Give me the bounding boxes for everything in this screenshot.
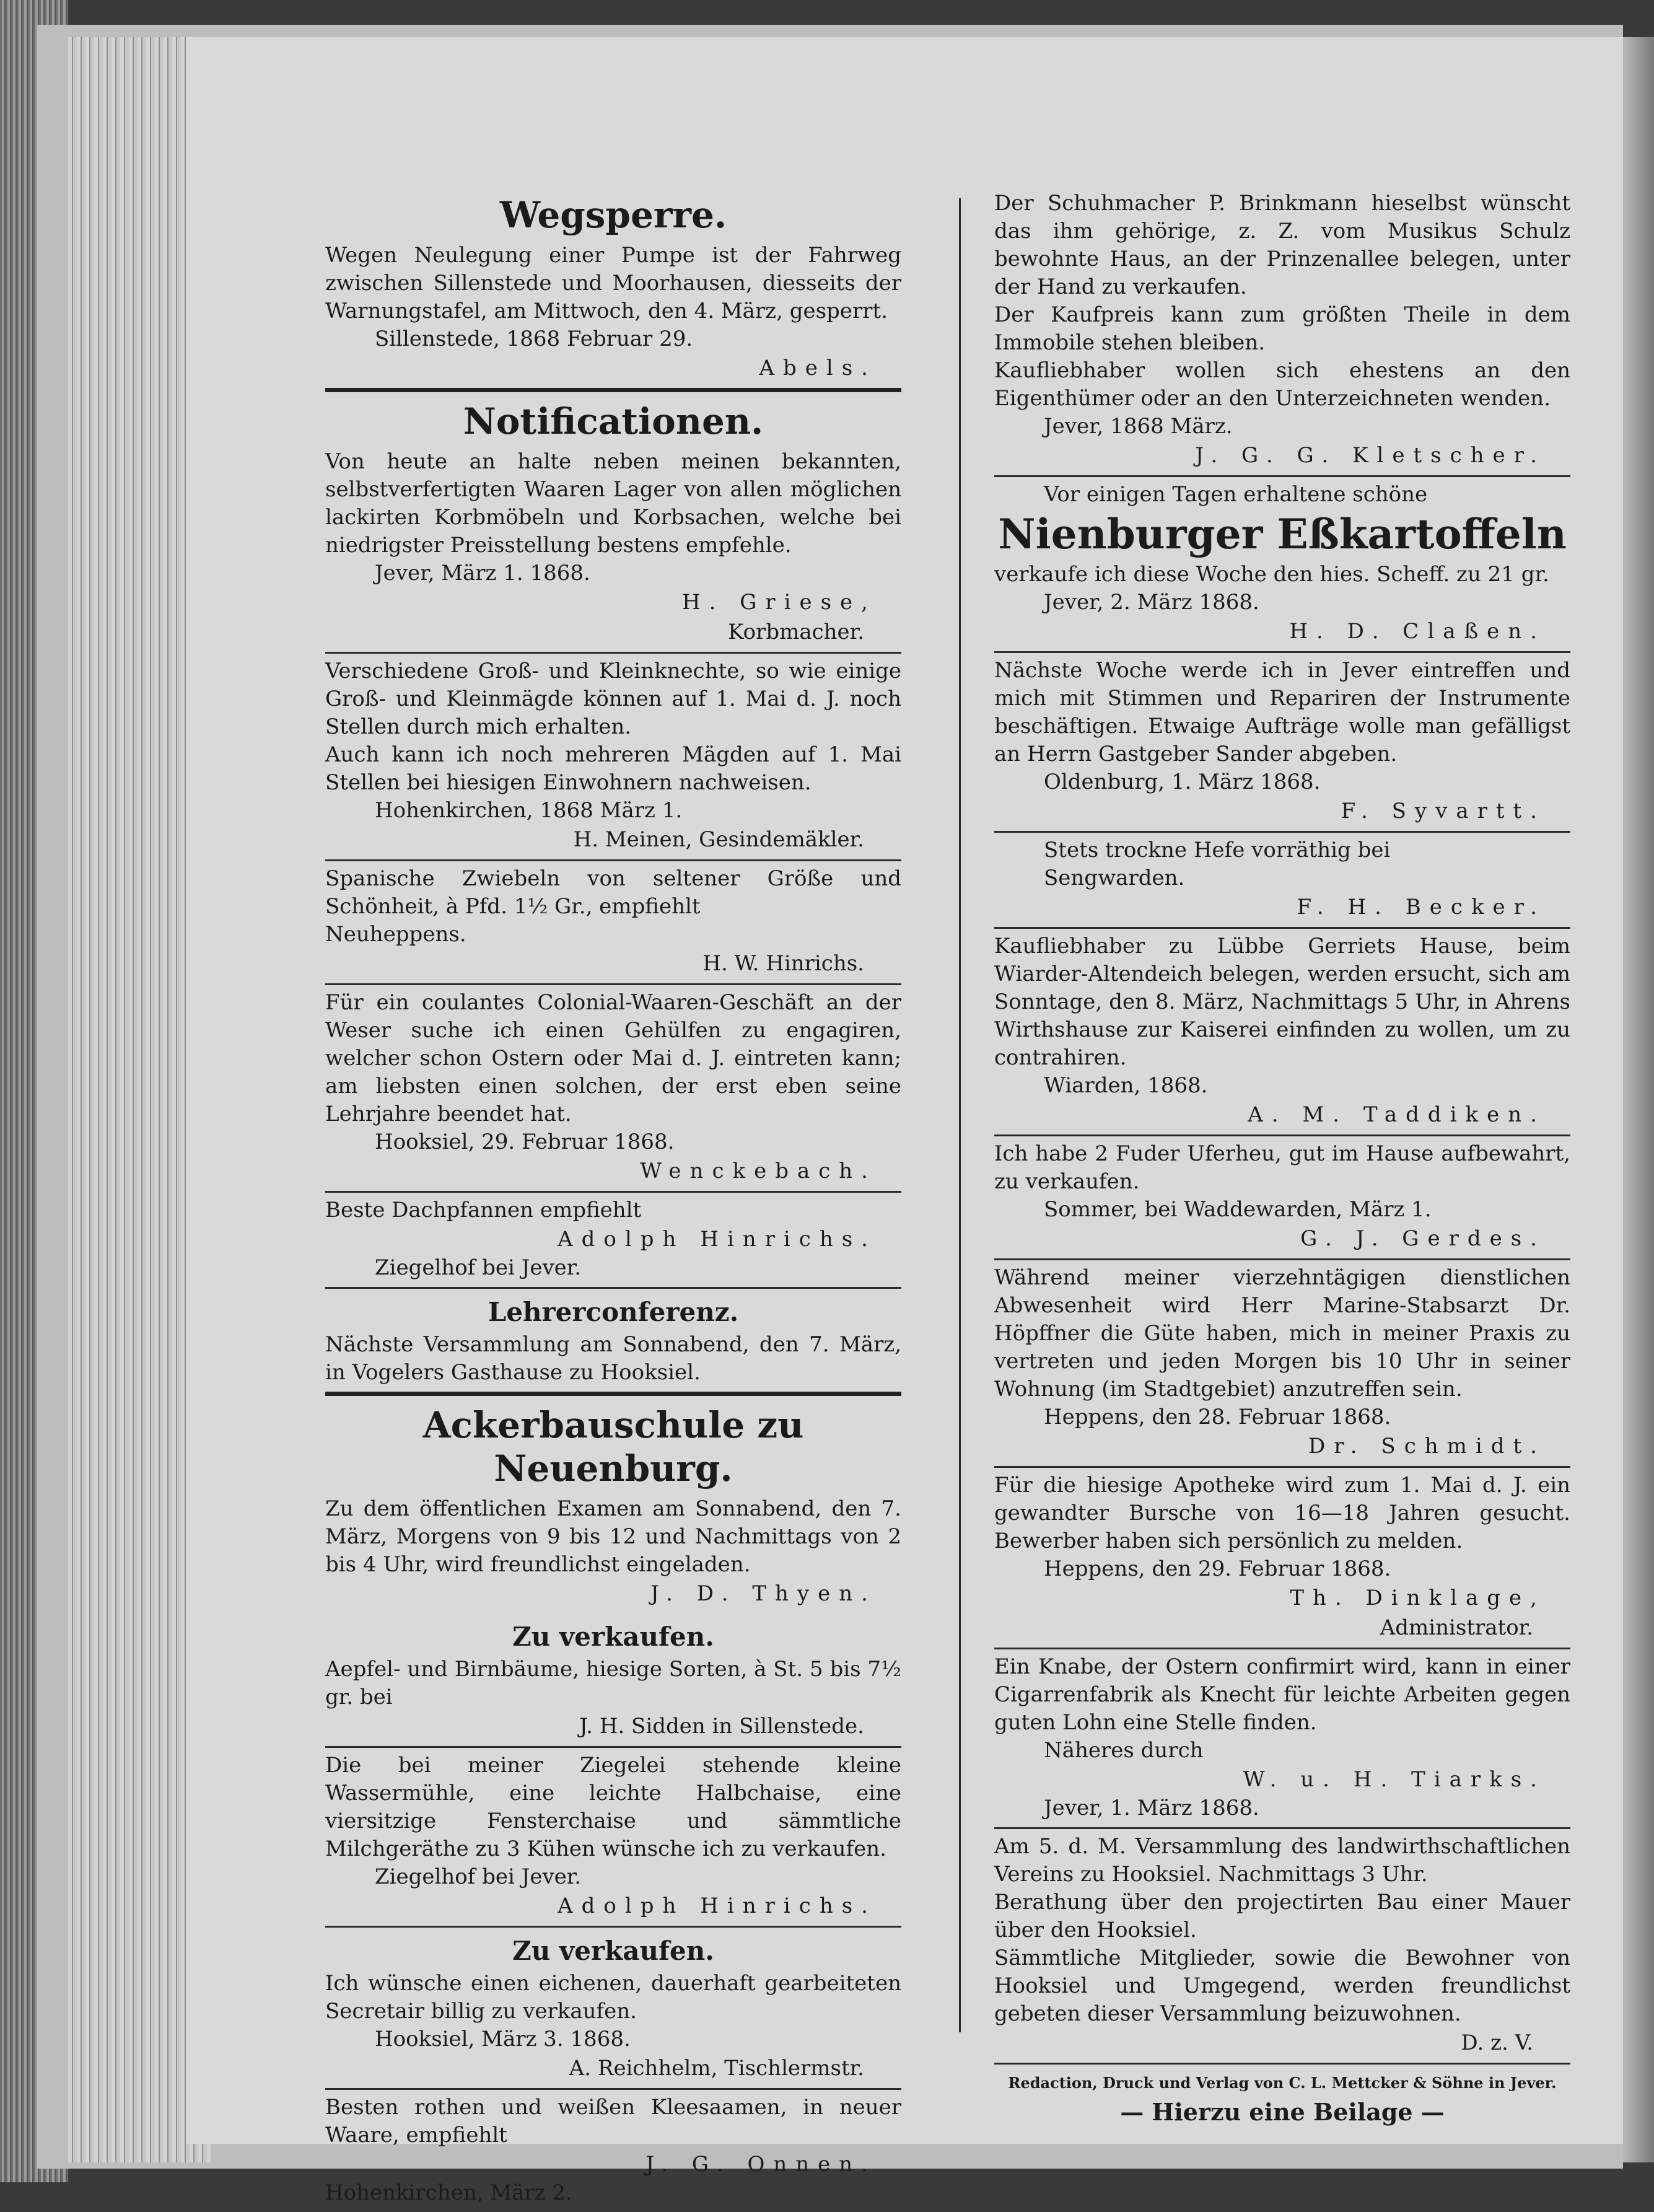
ad-apotheke	[994, 1468, 1570, 1649]
ad-date: Jever, März 1. 1868.	[375, 561, 590, 586]
ad-body: Ich habe 2 Fuder Uferheu, gut im Hause aufbewahrt, zu verkaufen.	[994, 1141, 1570, 1194]
ad-signature: Wenckebach.	[640, 1159, 877, 1183]
ad-signature: H. W. Hinrichs.	[702, 951, 864, 976]
ad-body-3: Kaufliebhaber wollen sich ehestens an den Eigenthümer oder an den Unterzeichneten wenden.	[994, 358, 1570, 411]
ad-date: Heppens, den 29. Februar 1868.	[1044, 1556, 1391, 1581]
ad-body: Für ein coulantes Colonial-Waaren-Geschäft an der Weser suche ich einen Gehülfen zu engagiren, welcher schon Ostern oder Mai d. J. eintreten kann; am liebsten einen solchen, der erst eben seine Lehrjahre beendet hat.	[325, 990, 901, 1126]
ad-place: Sengwarden.	[1044, 866, 1185, 890]
right-column	[994, 186, 1570, 2133]
page-footer	[994, 2065, 1570, 2133]
ad-date: Hohenkirchen, 1868 März 1.	[375, 798, 683, 823]
ad-kartoffeln	[994, 477, 1570, 653]
ad-body: Nächste Versammlung am Sonnabend, den 7. März, in Vogelers Gasthause zu Hooksiel.	[325, 1332, 901, 1385]
ad-lehrerconferenz	[325, 1289, 901, 1396]
ad-signature-role: Korbmacher.	[728, 620, 864, 644]
ad-signature: Th. Dinklage,	[1290, 1586, 1546, 1610]
ad-gerriets	[994, 929, 1570, 1136]
ad-body: Besten rothen und weißen Kleesaamen, in neuer Waare, empfiehlt	[325, 2095, 901, 2148]
ad-hefe	[994, 833, 1570, 929]
ad-signature: A. Reichhelm, Tischlermstr.	[569, 2056, 864, 2081]
ad-date: Hooksiel, März 3. 1868.	[375, 2027, 631, 2052]
ad-date: Heppens, den 28. Februar 1868.	[1044, 1405, 1391, 1429]
ad-signature: F. Syvartt.	[1341, 799, 1546, 823]
ad-signature-role: Administrator.	[1380, 1615, 1533, 1640]
ad-signature: W. u. H. Tiarks.	[1243, 1767, 1546, 1792]
ad-more: Näheres durch	[1044, 1738, 1204, 1763]
ad-date: Oldenburg, 1. März 1868.	[1044, 770, 1321, 794]
ad-arzt	[994, 1260, 1570, 1468]
ad-signature: J. G. Onnen.	[645, 2152, 877, 2177]
ad-zwiebeln	[325, 861, 901, 985]
ad-body: Während meiner vierzehntägigen dienstlichen Abwesenheit wird Herr Marine-Stabsarzt Dr. Höpffner die Güte haben, mich in meiner Praxis zu vertreten und jeden Morgen bis 10 Uhr in seiner Wohnung (im Stadtgebiet) anzutreffen sein.	[994, 1265, 1570, 1402]
ad-body: Spanische Zwiebeln von seltener Größe und Schönheit, à Pfd. 1½ Gr., empfiehlt	[325, 866, 901, 919]
ad-body: Zu dem öffentlichen Examen am Sonnabend, den 7. März, Morgens von 9 bis 12 und Nachmittags von 2 bis 4 Uhr, wird freundlichst eingeladen.	[325, 1496, 901, 1577]
imprint: Redaction, Druck und Verlag von C. L. Mettcker & Söhne in Jever.	[1008, 2074, 1557, 2092]
page-gutter-shadow	[1623, 37, 1654, 2162]
ad-uferheu	[994, 1136, 1570, 1260]
ad-verkaufen-secretair	[325, 1928, 901, 2090]
ad-dachpfannen	[325, 1193, 901, 1289]
ad-notificationen	[325, 392, 901, 654]
ad-signature: Abels.	[759, 356, 877, 380]
ad-signature: J. D. Thyen.	[650, 1581, 877, 1606]
ad-body: Verschiedene Groß- und Kleinknechte, so wie einige Groß- und Kleinmägde können auf 1. Mai d. J. noch Stellen durch mich erhalten.	[325, 659, 901, 739]
column-divider	[959, 198, 961, 2032]
ad-title: Wegsperre.	[499, 194, 727, 236]
ad-signature: H. Griese,	[681, 590, 877, 615]
ad-intro: Vor einigen Tagen erhaltene schöne	[1044, 482, 1428, 507]
ad-signature: D. z. V.	[1461, 2030, 1533, 2055]
ad-body: Aepfel- und Birnbäume, hiesige Sorten, à St. 5 bis 7½ gr. bei	[325, 1657, 901, 1709]
ad-signature: H. Meinen, Gesindemäkler.	[573, 827, 864, 852]
ad-signature: G. J. Gerdes.	[1300, 1226, 1546, 1251]
ad-brinkmann	[994, 186, 1570, 477]
ad-date: Hohenkirchen, März 2.	[325, 2180, 572, 2205]
ad-signature: J. G. G. Kletscher.	[1195, 443, 1546, 468]
ad-signature: H. D. Claßen.	[1289, 619, 1546, 644]
section-title: Notificationen.	[463, 400, 764, 442]
ad-date: Jever, 2. März 1868.	[1044, 590, 1259, 615]
ad-body: Beste Dachpfannen empfiehlt	[325, 1198, 642, 1222]
ad-signature: Adolph Hinrichs.	[558, 1894, 877, 1918]
ad-body: Die bei meiner Ziegelei stehende kleine Wassermühle, eine leichte Halbchaise, eine viersitzige Fensterchaise und sämmtliche Milchgeräthe zu 3 Kühen wünsche ich zu verkaufen.	[325, 1753, 901, 1861]
ad-title: Nienburger Eßkartoffeln	[998, 510, 1567, 558]
ad-body: Kaufliebhaber zu Lübbe Gerriets Hause, beim Wiarder-Altendeich belegen, werden ersucht, sich am Sonntage, den 8. März, Nachmittags 5 Uhr, in Ahrens Wirthshause zur Kaiserei einfinden zu wollen, um zu contrahiren.	[994, 934, 1570, 1070]
ad-body: Wegen Neulegung einer Pumpe ist der Fahrweg zwischen Sillenstede und Moorhausen, diesseits der Warnungstafel, am Mittwoch, den 4. März, gesperrt.	[325, 243, 901, 323]
ad-date: Wiarden, 1868.	[1044, 1073, 1208, 1098]
ad-signature: J. H. Sidden in Sillenstede.	[579, 1714, 864, 1739]
ad-body: Ein Knabe, der Ostern confirmirt wird, kann in einer Cigarrenfabrik als Knecht für leichte Arbeiten gegen guten Lohn eine Stelle finden.	[994, 1654, 1570, 1735]
ad-body-3: Sämmtliche Mitglieder, sowie die Bewohner von Hooksiel und Umgegend, werden freundlichst gebeten dieser Versammlung beizuwohnen.	[994, 1946, 1570, 2026]
ad-date: Sillenstede, 1868 Februar 29.	[375, 327, 693, 351]
ad-body: Der Schuhmacher P. Brinkmann hieselbst wünscht das ihm gehörige, z. Z. vom Musikus Schulz bewohnte Haus, an der Prinzenallee belegen, unter der Hand zu verkaufen.	[994, 191, 1570, 299]
ad-place: Ziegelhof bei Jever.	[375, 1255, 582, 1280]
ad-title: Ackerbauschule zu Neuenburg.	[422, 1404, 804, 1490]
ad-body: Stets trockne Hefe vorräthig bei	[1044, 838, 1391, 862]
ad-date: Jever, 1868 März.	[1044, 414, 1233, 439]
ad-body: Für die hiesige Apotheke wird zum 1. Mai d. J. ein gewandter Bursche von 16—18 Jahren gesucht. Bewerber haben sich persönlich zu melden.	[994, 1473, 1570, 1553]
ad-body: Am 5. d. M. Versammlung des landwirthschaftlichen Vereins zu Hooksiel. Nachmittags 3 Uhr.	[994, 1834, 1570, 1887]
ad-signature: Dr. Schmidt.	[1308, 1434, 1546, 1459]
left-column	[325, 186, 901, 2212]
ad-body: Von heute an halte neben meinen bekannten, selbstverfertigten Waaren Lager von allen möglichen lackirten Korbmöbeln und Korbsachen, welche bei niedrigster Preisstellung bestens empfehle.	[325, 449, 901, 558]
ad-body-2: Der Kaufpreis kann zum größten Theile in dem Immobile stehen bleiben.	[994, 302, 1570, 355]
ad-gehuelfe	[325, 985, 901, 1193]
ad-date: Jever, 1. März 1868.	[1044, 1796, 1259, 1820]
supplement-note: — Hierzu eine Beilage —	[1120, 2098, 1445, 2126]
ad-signature: F. H. Becker.	[1297, 895, 1546, 919]
ad-place: Neuheppens.	[325, 922, 466, 947]
ad-title: Zu verkaufen.	[512, 1936, 714, 1966]
ad-verkaufen-baeume	[325, 1613, 901, 1748]
ad-date: Sommer, bei Waddewarden, März 1.	[1044, 1197, 1432, 1222]
ad-body: verkaufe ich diese Woche den hies. Scheff. zu 21 gr.	[994, 562, 1549, 587]
ad-kleesaamen	[325, 2090, 901, 2212]
ad-wegsperre	[325, 186, 901, 392]
ad-signature: A. M. Taddiken.	[1248, 1102, 1546, 1127]
ad-body: Ich wünsche einen eichenen, dauerhaft gearbeiteten Secretair billig zu verkaufen.	[325, 1971, 901, 2024]
ad-verein	[994, 1829, 1570, 2065]
ad-place: Ziegelhof bei Jever.	[375, 1864, 582, 1889]
ad-body-2: Auch kann ich noch mehreren Mägden auf 1. Mai Stellen bei hiesigen Einwohnern nachweisen.	[325, 742, 901, 795]
ad-wassermuehle	[325, 1748, 901, 1928]
ad-knechte	[325, 654, 901, 861]
ad-instrumente	[994, 653, 1570, 833]
ad-signature: Adolph Hinrichs.	[558, 1227, 877, 1252]
ad-body-2: Berathung über den projectirten Bau einer Mauer über den Hooksiel.	[994, 1890, 1570, 1942]
ad-title: Lehrerconferenz.	[488, 1297, 739, 1327]
ad-title: Zu verkaufen.	[512, 1622, 714, 1652]
ad-body: Nächste Woche werde ich in Jever eintreffen und mich mit Stimmen und Repariren der Instrumente beschäftigen. Etwaige Aufträge wolle man gefälligst an Herrn Gastgeber Sander abgeben.	[994, 658, 1570, 766]
ad-date: Hooksiel, 29. Februar 1868.	[375, 1130, 675, 1154]
ad-ackerbauschule	[325, 1396, 901, 1613]
ad-knabe	[994, 1649, 1570, 1829]
